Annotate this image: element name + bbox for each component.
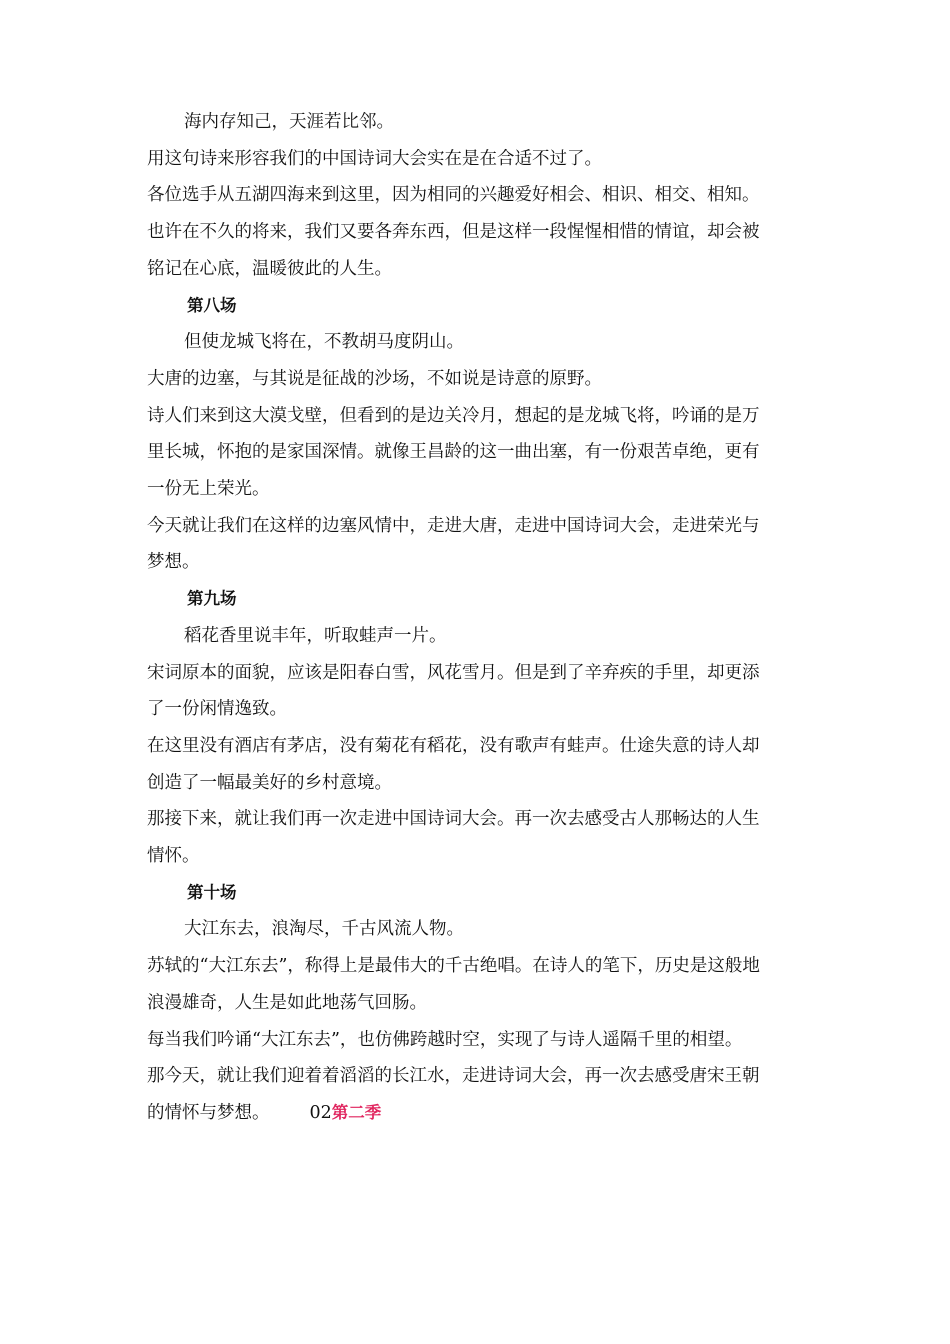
section-10-paragraph: 苏轼的“大江东去”，称得上是最伟大的千古绝唱。在诗人的笔下，历史是这般地浪漫雄奇，人生是如此地荡气回肠。 [147, 956, 760, 1013]
season-label: 第二季 [331, 1102, 382, 1122]
section-8-paragraph: 今天就让我们在这样的边塞风情中，走进大唐，走进中国诗词大会，走进荣光与梦想。 [147, 515, 760, 573]
section-8-paragraph: 大唐的边塞，与其说是征战的沙场，不如说是诗意的原野。 [147, 368, 602, 389]
footer-number: 02 [309, 1102, 332, 1123]
section-heading-8: 第八场 [187, 295, 237, 315]
section-9-paragraph: 那接下来，就让我们再一次走进中国诗词大会。再一次去感受古人那畅达的人生情怀。 [147, 809, 760, 867]
section-9-paragraph: 在这里没有酒店有茅店，没有菊花有稻花，没有歌声有蛙声。仕途失意的诗人却创造了一幅最美好的乡村意境。 [147, 735, 760, 793]
section-heading-10: 第十场 [187, 882, 237, 902]
intro-paragraph: 各位选手从五湖四海来到这里，因为相同的兴趣爱好相会、相识、相交、相知。 [147, 185, 760, 206]
intro-quote: 海内存知己，天涯若比邻。 [184, 112, 394, 132]
section-9-paragraph: 宋词原本的面貌，应该是阳春白雪，风花雪月。但是到了辛弃疾的手里，却更添了一份闲情逸致。 [147, 662, 760, 720]
section-8-paragraph: 诗人们来到这大漠戈壁，但看到的是边关冷月，想起的是龙城飞将，吟诵的是万里长城，怀抱的是家国深情。就像王昌龄的这一曲出塞，有一份艰苦卓绝，更有一份无上荣光。 [147, 405, 760, 500]
section-10-last-paragraph [147, 1058, 767, 1131]
section-10-paragraph-text: 那今天，就让我们迎着着滔滔的长江水，走进诗词大会，再一次去感受唐宋王朝的情怀与梦想。 [147, 1066, 760, 1123]
intro-paragraph: 用这句诗来形容我们的中国诗词大会实在是在合适不过了。 [147, 148, 602, 169]
section-10-paragraph: 每当我们吟诵“大江东去”，也仿佛跨越时空，实现了与诗人遥隔千里的相望。 [147, 1029, 743, 1050]
section-9-quote: 稻花香里说丰年，听取蛙声一片。 [184, 625, 447, 646]
section-10-quote: 大江东去，浪淘尽，千古风流人物。 [184, 919, 464, 940]
document-page [147, 104, 767, 1132]
intro-paragraph: 也许在不久的将来，我们又要各奔东西，但是这样一段惺惺相惜的情谊，却会被铭记在心底，温暖彼此的人生。 [147, 222, 760, 279]
section-heading-9: 第九场 [187, 589, 237, 609]
section-8-quote: 但使龙城飞将在，不教胡马度阴山。 [184, 332, 464, 353]
